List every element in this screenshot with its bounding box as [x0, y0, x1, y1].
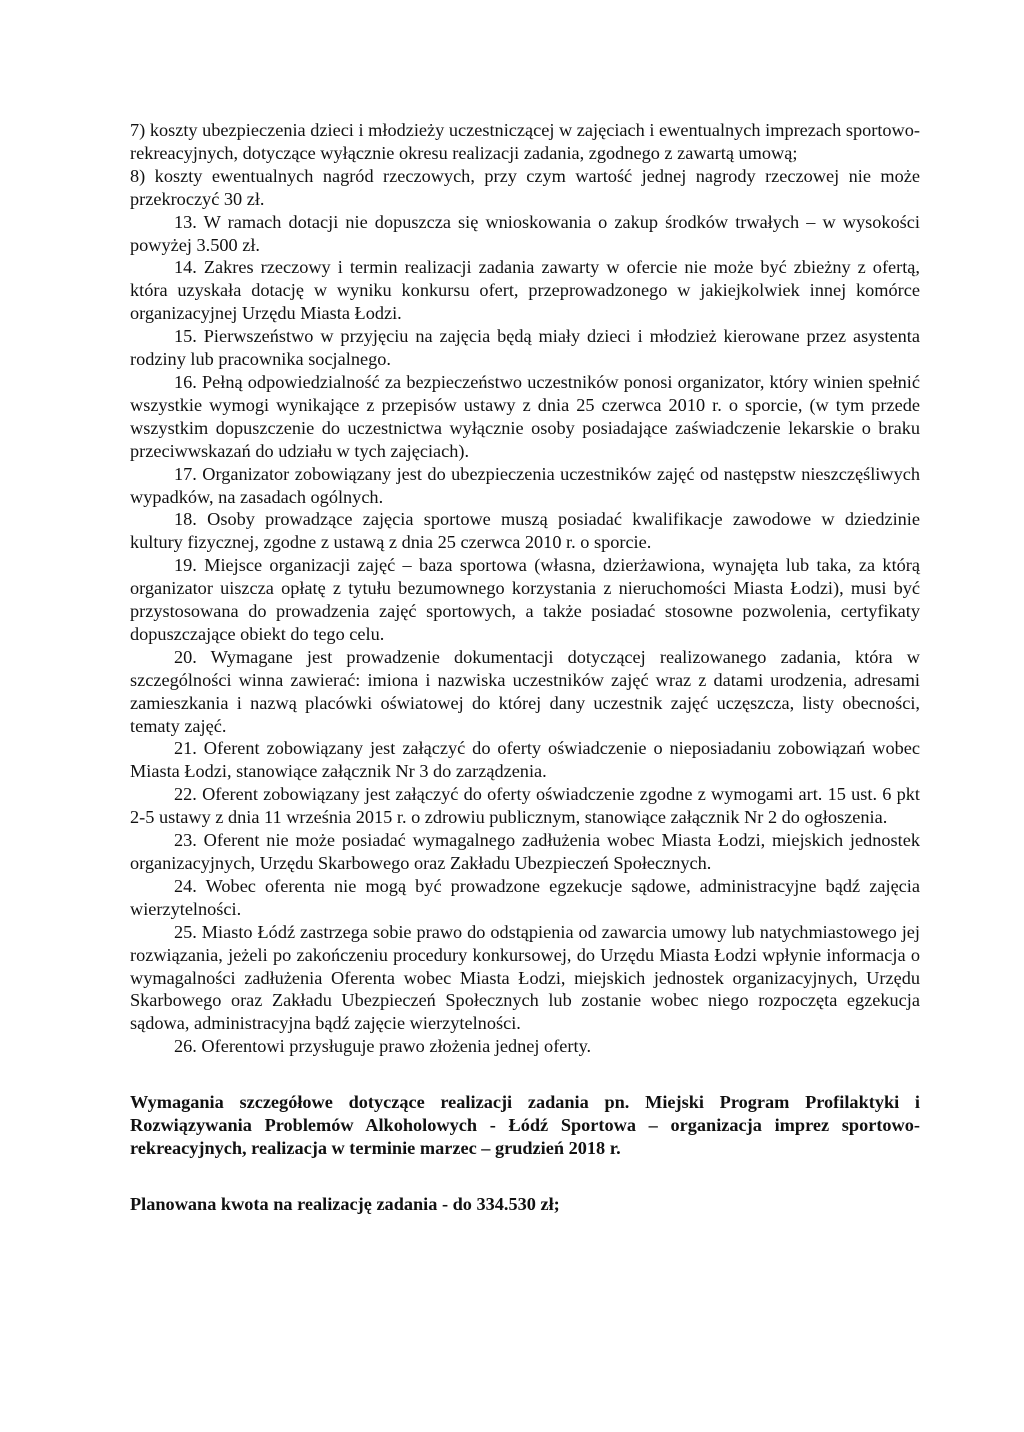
- list-item-7: 7) koszty ubezpieczenia dzieci i młodzieży uczestniczącej w zajęciach i ewentualnych imprezach sportowo-rekreacyjnych, dotyczące wyłącznie okresu realizacji zadania, zgodnego z zawartą umową;: [130, 120, 920, 163]
- point-23: 23. Oferent nie może posiadać wymagalnego zadłużenia wobec Miasta Łodzi, miejskich jednostek organizacyjnych, Urzędu Skarbowego oraz Zakładu Ubezpieczeń Społecznych.: [130, 830, 920, 873]
- point-15: 15. Pierwszeństwo w przyjęciu na zajęcia będą miały dzieci i młodzież kierowane przez asystenta rodziny lub pracownika socjalnego.: [130, 326, 920, 370]
- requirements-heading: Wymagania szczegółowe dotyczące realizacji zadania pn. Miejski Program Profilaktyki i Rozwiązywania Problemów Alkoholowych - Łódź Sportowa – organizacja imprez sportowo-rekreacyjnych, realizacja w terminie marzec – grudzień 2018 r.: [130, 1092, 920, 1158]
- point-20: 20. Wymagane jest prowadzenie dokumentacji dotyczącej realizowanego zadania, która w szczególności winna zawierać: imiona i nazwiska uczestników zajęć wraz z datami urodzenia, adresami zamieszkania i nazwą placówki oświatowej do której dany uczestnik zajęć uczęszcza, listy obecności, tematy zajęć.: [130, 646, 920, 736]
- point-25: 25. Miasto Łódź zastrzega sobie prawo do odstąpienia od zawarcia umowy lub natychmiastowego jej rozwiązania, jeżeli po zakończeniu procedury konkursowej, do Urzędu Miasta Łodzi wpłynie informacja o wymagalności zadłużenia Oferenta wobec Miasta Łodzi, miejskich jednostek organizacyjnych, Urzędu Skarbowego oraz Zakładu Ubezpieczeń Społecznych lub zostanie wobec niego rozpoczęta egzekucja sądowa, administracyjna bądź zajęcie wierzytelności.: [130, 921, 920, 1034]
- point-22: 22. Oferent zobowiązany jest załączyć do oferty oświadczenie zgodne z wymogami art. 15 ust. 6 pkt 2-5 ustawy z dnia 11 września 2015 r. o zdrowiu publicznym, stanowiące załącznik Nr 2 do ogłoszenia.: [130, 784, 920, 828]
- cost-list: [130, 119, 920, 211]
- point-17: 17. Organizator zobowiązany jest do ubezpieczenia uczestników zajęć od następstw nieszczęśliwych wypadków, na zasadach ogólnych.: [130, 463, 920, 507]
- numbered-points: [130, 211, 920, 1059]
- point-14: 14. Zakres rzeczowy i termin realizacji zadania zawarty w ofercie nie może być zbieżny z ofertą, która uzyskała dotację w wyniku konkursu ofert, przeprowadzonego w jakiejkolwiek innej komórce organizacyjnej Urzędu Miasta Łodzi.: [130, 257, 920, 324]
- point-13: 13. W ramach dotacji nie dopuszcza się wnioskowania o zakup środków trwałych – w wysokości powyżej 3.500 zł.: [130, 211, 920, 255]
- point-18: 18. Osoby prowadzące zajęcia sportowe muszą posiadać kwalifikacje zawodowe w dziedzinie kultury fizycznej, zgodne z ustawą z dnia 25 czerwca 2010 r. o sporcie.: [130, 509, 920, 553]
- point-19: 19. Miejsce organizacji zajęć – baza sportowa (własna, dzierżawiona, wynajęta lub taka, za którą organizator uiszcza opłatę z tytułu bezumownego korzystania z nieruchomości Miasta Łodzi), musi być przystosowana do prowadzenia zajęć sportowych, a także posiadać stosowne pozwolenia, certyfikaty dopuszczające obiekt do tego celu.: [130, 555, 920, 644]
- list-item-8: 8) koszty ewentualnych nagród rzeczowych, przy czym wartość jednej nagrody rzeczowej nie może przekroczyć 30 zł.: [130, 165, 920, 209]
- point-16: 16. Pełną odpowiedzialność za bezpieczeństwo uczestników ponosi organizator, który winien spełnić wszystkie wymogi wynikające z przepisów ustawy z dnia 25 czerwca 2010 r. o sporcie, (w tym przede wszystkim dopuszczenie do uczestnictwa wyłącznie osoby posiadające zaświadczenie lekarskie o braku przeciwwskazań do udziału w tych zajęciach).: [130, 371, 920, 461]
- document-page: [130, 119, 920, 1216]
- point-24: 24. Wobec oferenta nie mogą być prowadzone egzekucje sądowe, administracyjne bądź zajęcia wierzytelności.: [130, 875, 920, 919]
- point-21: 21. Oferent zobowiązany jest załączyć do oferty oświadczenie o nieposiadaniu zobowiązań wobec Miasta Łodzi, stanowiące załącznik Nr 3 do zarządzenia.: [130, 738, 920, 782]
- planned-amount: Planowana kwota na realizację zadania - do 334.530 zł;: [130, 1193, 560, 1214]
- point-26: 26. Oferentowi przysługuje prawo złożenia jednej oferty.: [174, 1036, 592, 1057]
